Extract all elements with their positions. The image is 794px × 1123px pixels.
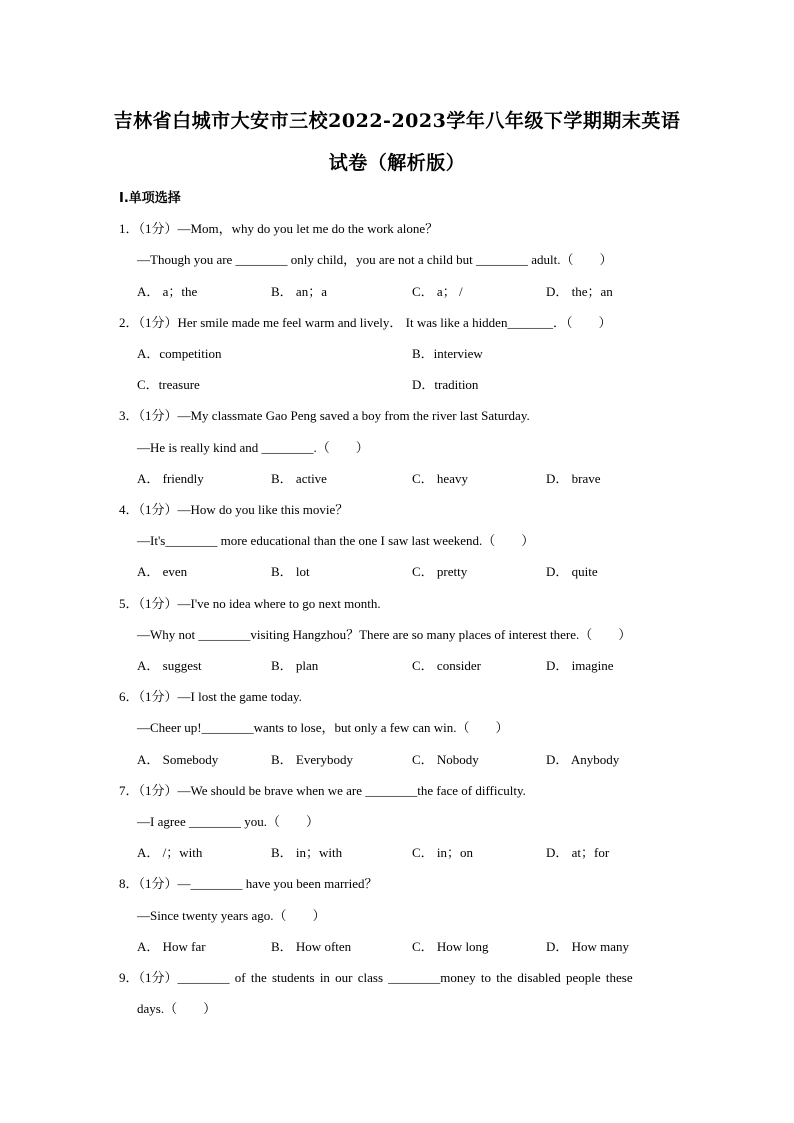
question-8-sub: —Since twenty years ago.（ ） — [137, 908, 326, 923]
question-4-option-b: B． lot — [271, 564, 310, 579]
question-5-option-d: D． imagine — [546, 658, 614, 673]
question-8-stem: 8．（1分）—________ have you been married？ — [119, 876, 378, 891]
question-4-option-d: D． quite — [546, 564, 598, 579]
question-6-sub: —Cheer up!________wants to lose，but only a few can win.（ ） — [137, 720, 509, 735]
page-title-line2: 试卷（解析版） — [328, 152, 466, 174]
question-1-sub: —Though you are ________ only child，you are not a child but ________ adult.（ ） — [137, 252, 613, 267]
question-2-option-c: C．treasure — [137, 377, 200, 392]
question-7-stem: 7．（1分）—We should be brave when we are ________the face of difficulty. — [119, 783, 526, 798]
question-5-option-b: B． plan — [271, 658, 319, 673]
question-5-sub: —Why not ________visiting Hangzhou？There are so many places of interest there.（ ） — [137, 627, 632, 642]
question-2-option-a: A．competition — [137, 346, 222, 361]
question-1-option-b: B． an；a — [271, 284, 327, 299]
question-1-option-c: C． a； / — [412, 284, 463, 299]
question-3-option-c: C． heavy — [412, 471, 468, 486]
question-7-sub: —I agree ________ you.（ ） — [137, 814, 319, 829]
question-3-option-d: D． brave — [546, 471, 601, 486]
question-7-option-d: D． at；for — [546, 845, 610, 860]
question-1-option-d: D． the；an — [546, 284, 613, 299]
question-1-option-a: A． a；the — [137, 284, 198, 299]
question-2-stem: 2．（1分）Her smile made me feel warm and lively． It was like a hidden_______．（ ） — [119, 315, 612, 330]
question-2-option-d: D．tradition — [412, 377, 479, 392]
question-6-option-c: C． Nobody — [412, 752, 479, 767]
question-6-option-d: D． Anybody — [546, 752, 620, 767]
question-8-option-c: C． How long — [412, 939, 489, 954]
question-4-option-c: C． pretty — [412, 564, 468, 579]
question-8-option-b: B． How often — [271, 939, 352, 954]
question-8-option-a: A． How far — [137, 939, 206, 954]
question-4-sub: —It's________ more educational than the one I saw last weekend.（ ） — [137, 533, 535, 548]
question-9-stem: 9．（1分）________ of the students in our class ________money to the disabled people these — [119, 970, 633, 985]
question-7-option-b: B． in；with — [271, 845, 343, 860]
question-4-stem: 4．（1分）—How do you like this movie？ — [119, 502, 349, 517]
question-3-stem: 3．（1分）—My classmate Gao Peng saved a boy from the river last Saturday. — [119, 408, 530, 423]
question-3-option-a: A． friendly — [137, 471, 204, 486]
question-3-option-b: B． active — [271, 471, 327, 486]
question-5-option-c: C． consider — [412, 658, 481, 673]
question-8-option-d: D． How many — [546, 939, 630, 954]
question-7-option-a: A． /；with — [137, 845, 203, 860]
question-6-stem: 6．（1分）—I lost the game today. — [119, 689, 302, 704]
question-6-option-b: B． Everybody — [271, 752, 353, 767]
section-heading: I.单项选择 — [119, 191, 181, 206]
question-7-option-c: C． in；on — [412, 845, 474, 860]
question-2-option-b: B．interview — [412, 346, 483, 361]
question-6-option-a: A． Somebody — [137, 752, 219, 767]
question-1-stem: 1．（1分）—Mom，why do you let me do the work alone？ — [119, 221, 439, 236]
question-3-sub: —He is really kind and ________.（ ） — [137, 440, 369, 455]
page-title-line1: 吉林省白城市大安市三校2022-2023学年八年级下学期期末英语 — [113, 110, 681, 132]
question-5-stem: 5．（1分）—I've no idea where to go next month. — [119, 596, 381, 611]
question-5-option-a: A． suggest — [137, 658, 202, 673]
question-9-sub: days.（ ） — [137, 1001, 217, 1016]
question-4-option-a: A． even — [137, 564, 188, 579]
